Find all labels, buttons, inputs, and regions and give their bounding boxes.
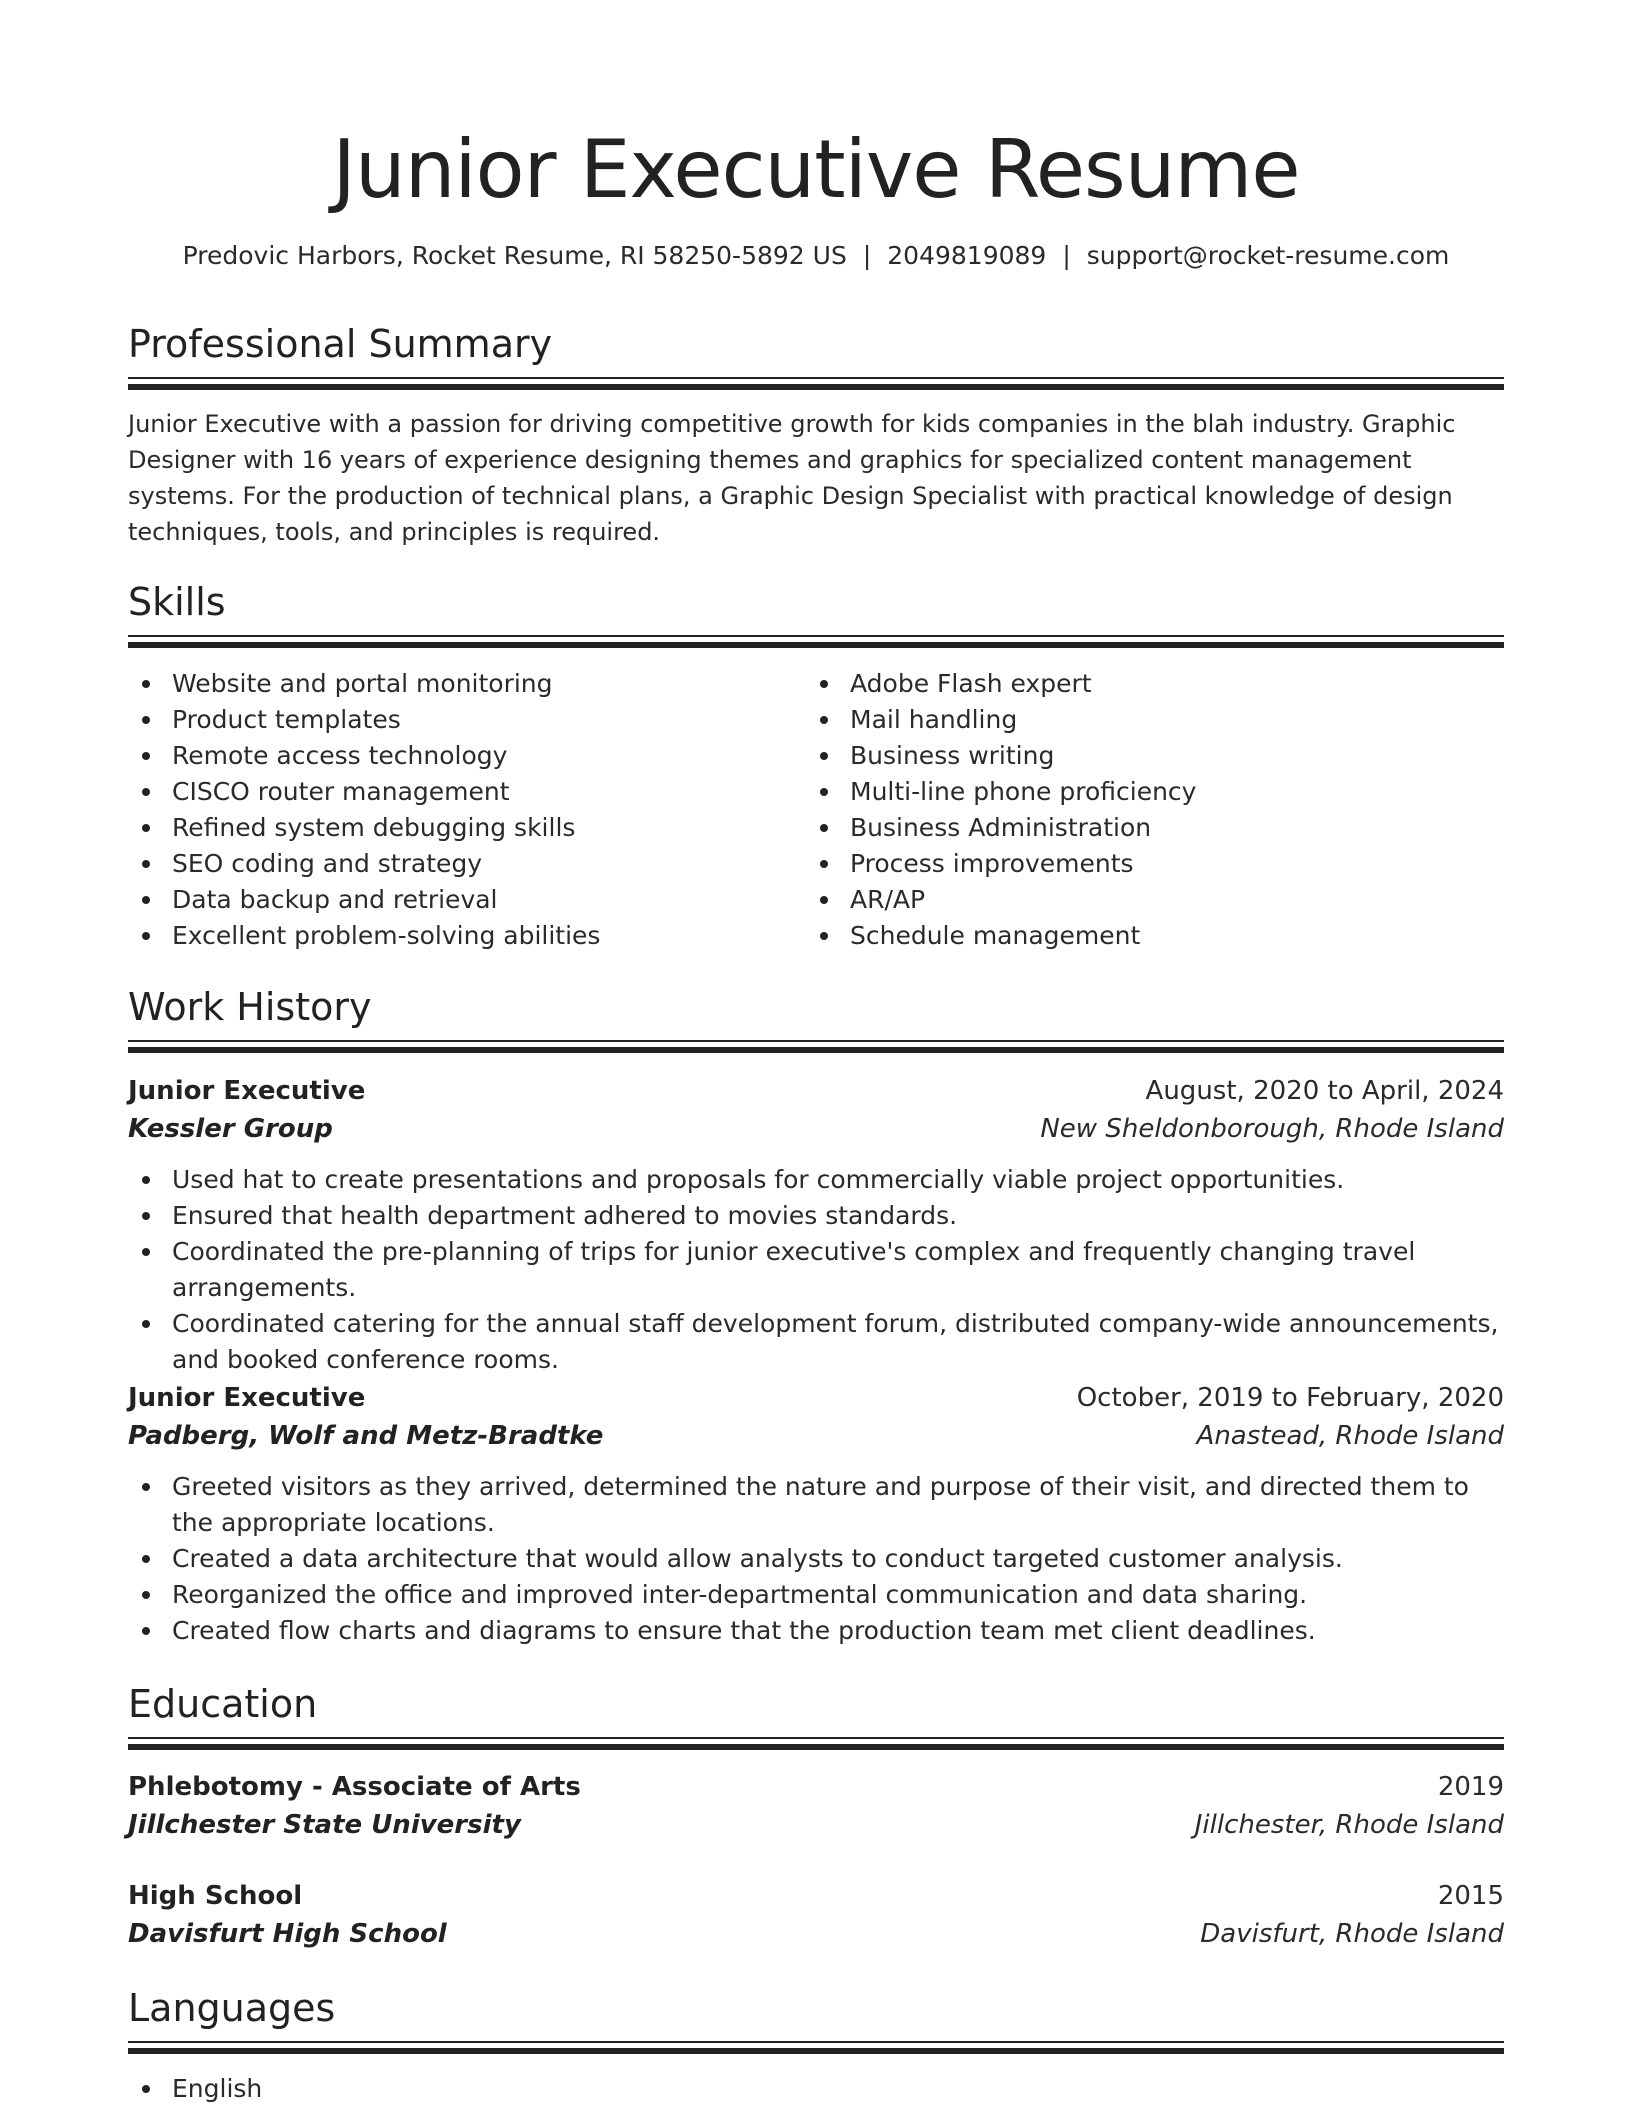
languages-list (128, 2071, 1504, 2107)
education-year: 2015 (1437, 1881, 1504, 1911)
job-duty: Ensured that health department adhered to movies standards. (128, 1198, 1504, 1234)
resume-title: Junior Executive Resume (332, 123, 1300, 216)
skill-item: Excellent problem-solving abilities (128, 918, 788, 954)
education-school: Jillchester State University (128, 1810, 521, 1840)
contact-line (128, 238, 1504, 274)
education-location: Davisfurt, Rhode Island (1200, 1919, 1504, 1949)
contact-email: support@rocket-resume.com (1086, 241, 1450, 270)
skill-item: Business Administration (806, 810, 1466, 846)
education-location: Jillchester, Rhode Island (1194, 1810, 1504, 1840)
skill-item: SEO coding and strategy (128, 846, 788, 882)
language-item: English (128, 2071, 1504, 2107)
job-dates: August, 2020 to April, 2024 (1145, 1076, 1504, 1106)
section-divider (128, 2041, 1504, 2055)
education-year: 2019 (1437, 1772, 1504, 1802)
skill-item: Process improvements (806, 846, 1466, 882)
education-degree: Phlebotomy - Associate of Arts (128, 1772, 581, 1802)
section-title-summary: Professional Summary (128, 322, 553, 366)
skill-item: Refined system debugging skills (128, 810, 788, 846)
job-dates: October, 2019 to February, 2020 (1076, 1383, 1504, 1413)
job-duty: Created flow charts and diagrams to ensure that the production team met client deadlines. (128, 1613, 1504, 1649)
job-entry (128, 1379, 1504, 1649)
section-title-education: Education (128, 1682, 318, 1726)
section-title-skills: Skills (128, 580, 226, 624)
section-title-work-history: Work History (128, 985, 372, 1029)
skill-item: Mail handling (806, 702, 1466, 738)
section-divider (128, 1737, 1504, 1751)
job-duty: Used hat to create presentations and proposals for commercially viable project opportunities. (128, 1162, 1504, 1198)
summary-text: Junior Executive with a passion for driving competitive growth for kids companies in the blah industry. Graphic Designer with 16 years of experience designing themes and graphics for specialized content management systems. For the production of technical plans, a Graphic Design Specialist with practical knowledge of design techniques, tools, and principles is required. (128, 410, 1456, 546)
skill-item: Business writing (806, 738, 1466, 774)
job-duty: Coordinated catering for the annual staff development forum, distributed company-wide announcements, and booked conference rooms. (128, 1306, 1504, 1378)
skills-list-right (806, 666, 1466, 954)
skill-item: Adobe Flash expert (806, 666, 1466, 702)
skill-item: AR/AP (806, 882, 1466, 918)
skills-list-left (128, 666, 788, 954)
job-role: Junior Executive (128, 1383, 366, 1413)
section-divider (128, 1040, 1504, 1054)
skill-item: Product templates (128, 702, 788, 738)
skill-item: Data backup and retrieval (128, 882, 788, 918)
contact-separator: | (862, 241, 872, 270)
education-school: Davisfurt High School (128, 1919, 447, 1949)
job-entry (128, 1072, 1504, 1378)
job-duty: Reorganized the office and improved inter-departmental communication and data sharing. (128, 1577, 1504, 1613)
education-entry (128, 1877, 1504, 1953)
job-location: New Sheldonborough, Rhode Island (1040, 1114, 1504, 1144)
education-entry (128, 1768, 1504, 1844)
job-location: Anastead, Rhode Island (1196, 1421, 1504, 1451)
section-title-languages: Languages (128, 1986, 336, 2030)
skill-item: Website and portal monitoring (128, 666, 788, 702)
job-duty: Greeted visitors as they arrived, determined the nature and purpose of their visit, and directed them to the appropriate locations. (128, 1469, 1504, 1541)
skill-item: Multi-line phone proficiency (806, 774, 1466, 810)
skill-item: Schedule management (806, 918, 1466, 954)
job-duties (128, 1469, 1504, 1649)
contact-phone: 2049819089 (887, 241, 1047, 270)
job-company: Kessler Group (128, 1114, 333, 1144)
skill-item: CISCO router management (128, 774, 788, 810)
education-degree: High School (128, 1881, 303, 1911)
skill-item: Remote access technology (128, 738, 788, 774)
section-divider (128, 635, 1504, 649)
section-divider (128, 377, 1504, 391)
job-duties (128, 1162, 1504, 1378)
contact-separator: | (1062, 241, 1071, 270)
contact-address: Predovic Harbors, Rocket Resume, RI 58250-5892 US (182, 241, 847, 270)
job-company: Padberg, Wolf and Metz-Bradtke (128, 1421, 604, 1451)
job-duty: Created a data architecture that would allow analysts to conduct targeted customer analysis. (128, 1541, 1504, 1577)
job-role: Junior Executive (128, 1076, 366, 1106)
job-duty: Coordinated the pre-planning of trips for junior executive's complex and frequently changing travel arrangements. (128, 1234, 1504, 1306)
